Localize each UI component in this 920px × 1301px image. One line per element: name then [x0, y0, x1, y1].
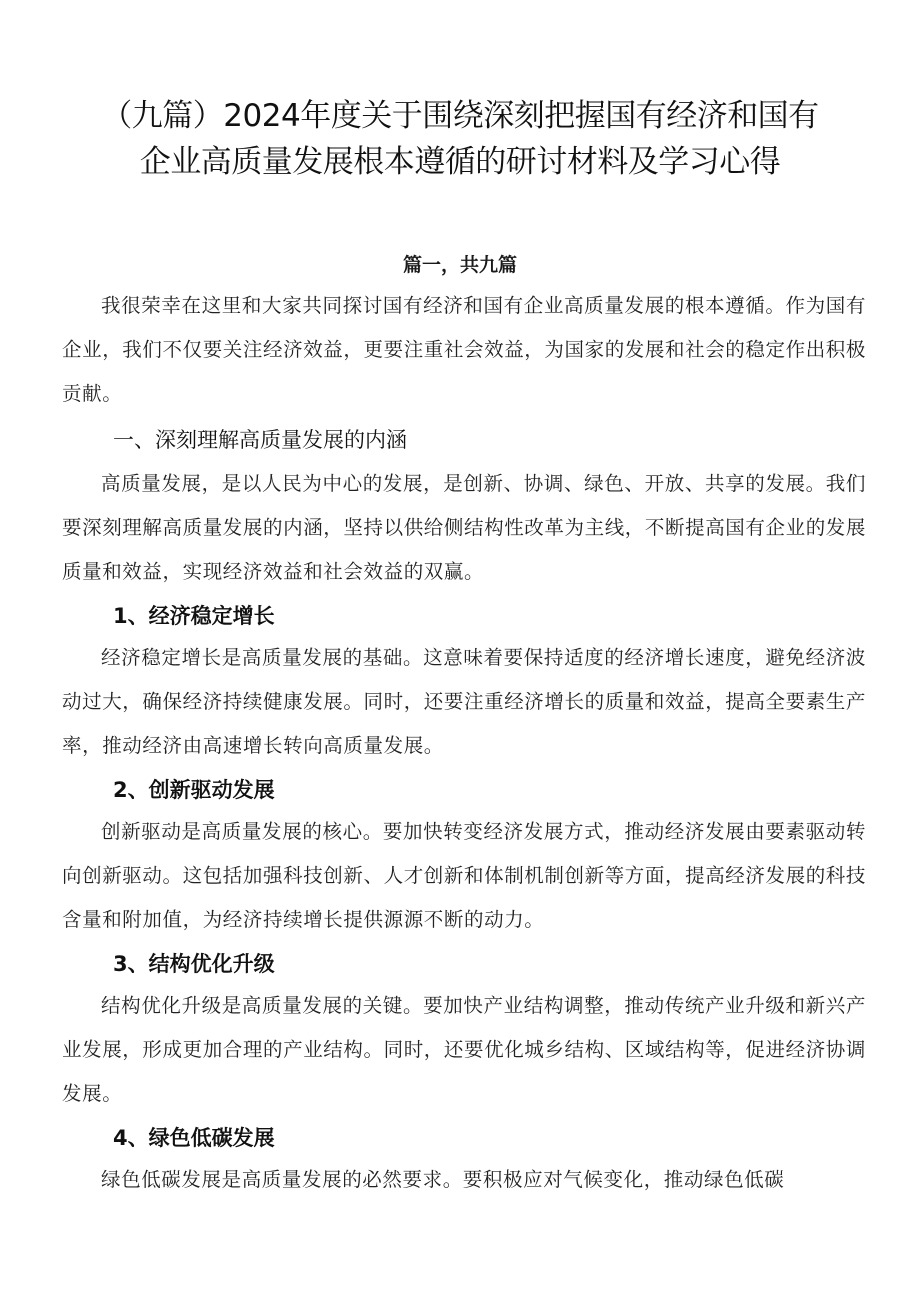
subheading-4-paragraph: 绿色低碳发展是高质量发展的必然要求。要积极应对气候变化，推动绿色低碳	[101, 1168, 785, 1191]
subheading-3-paragraph: 结构优化升级是高质量发展的关键。要加快产业结构调整，推动传统产业升级和新兴产业发展，形成更加合理的产业结构。同时，还要优化城乡结构、区域结构等，促进经济协调发展。	[62, 994, 867, 1105]
subheading-4-text: 绿色低碳发展	[148, 1126, 275, 1150]
heading-1: 一、深刻理解高质量发展的内涵	[113, 428, 407, 452]
subheading-2-text: 创新驱动发展	[148, 778, 275, 802]
intro-paragraph: 我很荣幸在这里和大家共同探讨国有经济和国有企业高质量发展的根本遵循。作为国有企业，我们不仅要关注经济效益，更要注重社会效益，为国家的发展和社会的稳定作出积极贡献。	[62, 294, 867, 405]
subheading-2-paragraph: 创新驱动是高质量发展的核心。要加快转变经济发展方式，推动经济发展由要素驱动转向创新驱动。这包括加强科技创新、人才创新和体制机制创新等方面，提高经济发展的科技含量和附加值，为经济持续增长提供源源不断的动力。	[62, 820, 867, 931]
document-title-line-1: （九篇）2024年度关于围绕深刻把握国有经济和国有	[101, 98, 819, 134]
subheading-4-number: 4、	[113, 1126, 149, 1150]
subheading-1-text: 经济稳定增长	[148, 604, 275, 628]
subheading-3	[113, 948, 275, 978]
subheading-1-paragraph: 经济稳定增长是高质量发展的基础。这意味着要保持适度的经济增长速度，避免经济波动过大，确保经济持续健康发展。同时，还要注重经济增长的质量和效益，提高全要素生产率，推动经济由高速增长转向高质量发展。	[62, 646, 867, 757]
subheading-2-number: 2、	[113, 778, 149, 802]
paragraph-1: 高质量发展，是以人民为中心的发展，是创新、协调、绿色、开放、共享的发展。我们要深刻理解高质量发展的内涵，坚持以供给侧结构性改革为主线，不断提高国有企业的发展质量和效益，实现经济效益和社会效益的双赢。	[62, 472, 867, 583]
section-label: 篇一，共九篇	[402, 254, 517, 276]
subheading-1-number: 1、	[113, 604, 149, 628]
document-title-line-2: 企业高质量发展根本遵循的研讨材料及学习心得	[139, 144, 781, 180]
subheading-3-number: 3、	[113, 952, 149, 976]
subheading-4	[113, 1122, 275, 1152]
subheading-3-text: 结构优化升级	[148, 952, 275, 976]
subheading-1	[113, 600, 275, 630]
subheading-2	[113, 774, 275, 804]
